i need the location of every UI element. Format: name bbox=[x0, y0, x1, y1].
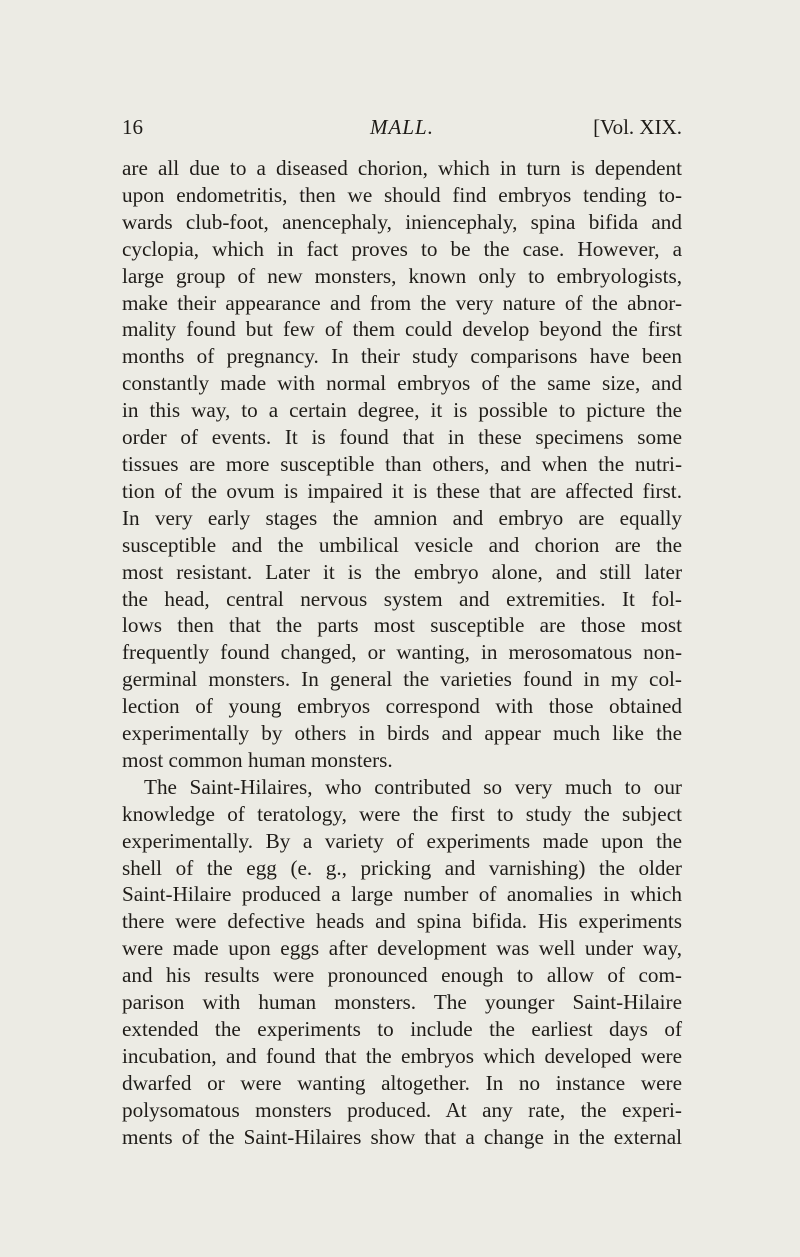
text-line: cyclopia, which in fact proves to be the case. However, a bbox=[122, 236, 682, 261]
text-line: were made upon eggs after development was well under way, bbox=[122, 936, 682, 961]
text-line: polysomatous monsters produced. At any rate, the experi- bbox=[122, 1097, 682, 1122]
text-line: upon endometritis, then we should find embryos tending to- bbox=[122, 182, 682, 207]
text-line: large group of new monsters, known only to embryologists, bbox=[122, 263, 682, 288]
text-line: lows then that the parts most susceptible are those most bbox=[122, 613, 682, 638]
text-line: The Saint-Hilaires, who contributed so very much to our bbox=[144, 774, 682, 799]
text-line: extended the experiments to include the earliest days of bbox=[122, 1017, 682, 1041]
text-line: experimentally by others in birds and appear much like the bbox=[122, 721, 682, 746]
text-line: there were defective heads and spina bifida. His experiments bbox=[122, 909, 682, 934]
text-line: In very early stages the amnion and embryo are equally bbox=[122, 505, 682, 530]
text-line: knowledge of teratology, were the first to study the subject bbox=[122, 801, 682, 826]
text-line: and his results were pronounced enough to allow of com- bbox=[122, 963, 682, 988]
text-line: susceptible and the umbilical vesicle and chorion are the bbox=[122, 532, 682, 557]
text-line: frequently found changed, or wanting, in merosomatous non- bbox=[122, 640, 682, 665]
text-line: order of events. It is found that in these specimens some bbox=[122, 425, 682, 450]
text-line: dwarfed or were wanting altogether. In no instance were bbox=[122, 1070, 682, 1095]
text-line: germinal monsters. In general the varieties found in my col- bbox=[122, 667, 682, 692]
text-line: in this way, to a certain degree, it is possible to picture the bbox=[122, 398, 682, 423]
text-line: lection of young embryos correspond with those obtained bbox=[122, 694, 682, 719]
text-line: are all due to a diseased chorion, which in turn is dependent bbox=[122, 156, 682, 180]
text-line: incubation, and found that the embryos which developed were bbox=[122, 1043, 682, 1068]
body-text bbox=[122, 155, 682, 1151]
text-line: Saint-Hilaire produced a large number of anomalies in which bbox=[122, 882, 682, 907]
running-head bbox=[122, 113, 682, 141]
text-line: the head, central nervous system and extremities. It fol- bbox=[122, 586, 682, 611]
text-line: most common human monsters. bbox=[122, 747, 393, 772]
text-line: ments of the Saint-Hilaires show that a change in the external bbox=[122, 1124, 682, 1149]
page-number: 16 bbox=[122, 115, 143, 139]
text-line: make their appearance and from the very nature of the abnor- bbox=[122, 290, 682, 315]
running-title: MALL. bbox=[370, 115, 434, 139]
text-line: tion of the ovum is impaired it is these that are affected first. bbox=[122, 478, 682, 503]
text-line: most resistant. Later it is the embryo alone, and still later bbox=[122, 559, 682, 584]
text-line: parison with human monsters. The younger Saint-Hilaire bbox=[122, 990, 682, 1015]
text-line: tissues are more susceptible than others, and when the nutri- bbox=[122, 451, 682, 476]
text-line: wards club-foot, anencephaly, iniencephaly, spina bifida and bbox=[122, 209, 682, 234]
volume-label: [Vol. XIX. bbox=[593, 115, 682, 139]
text-line: shell of the egg (e. g., pricking and varnishing) the older bbox=[122, 855, 682, 880]
text-line: mality found but few of them could develop beyond the first bbox=[122, 317, 682, 342]
text-line: constantly made with normal embryos of the same size, and bbox=[122, 371, 682, 396]
text-line: months of pregnancy. In their study comparisons have been bbox=[122, 344, 682, 369]
text-line: experimentally. By a variety of experiments made upon the bbox=[122, 828, 682, 853]
